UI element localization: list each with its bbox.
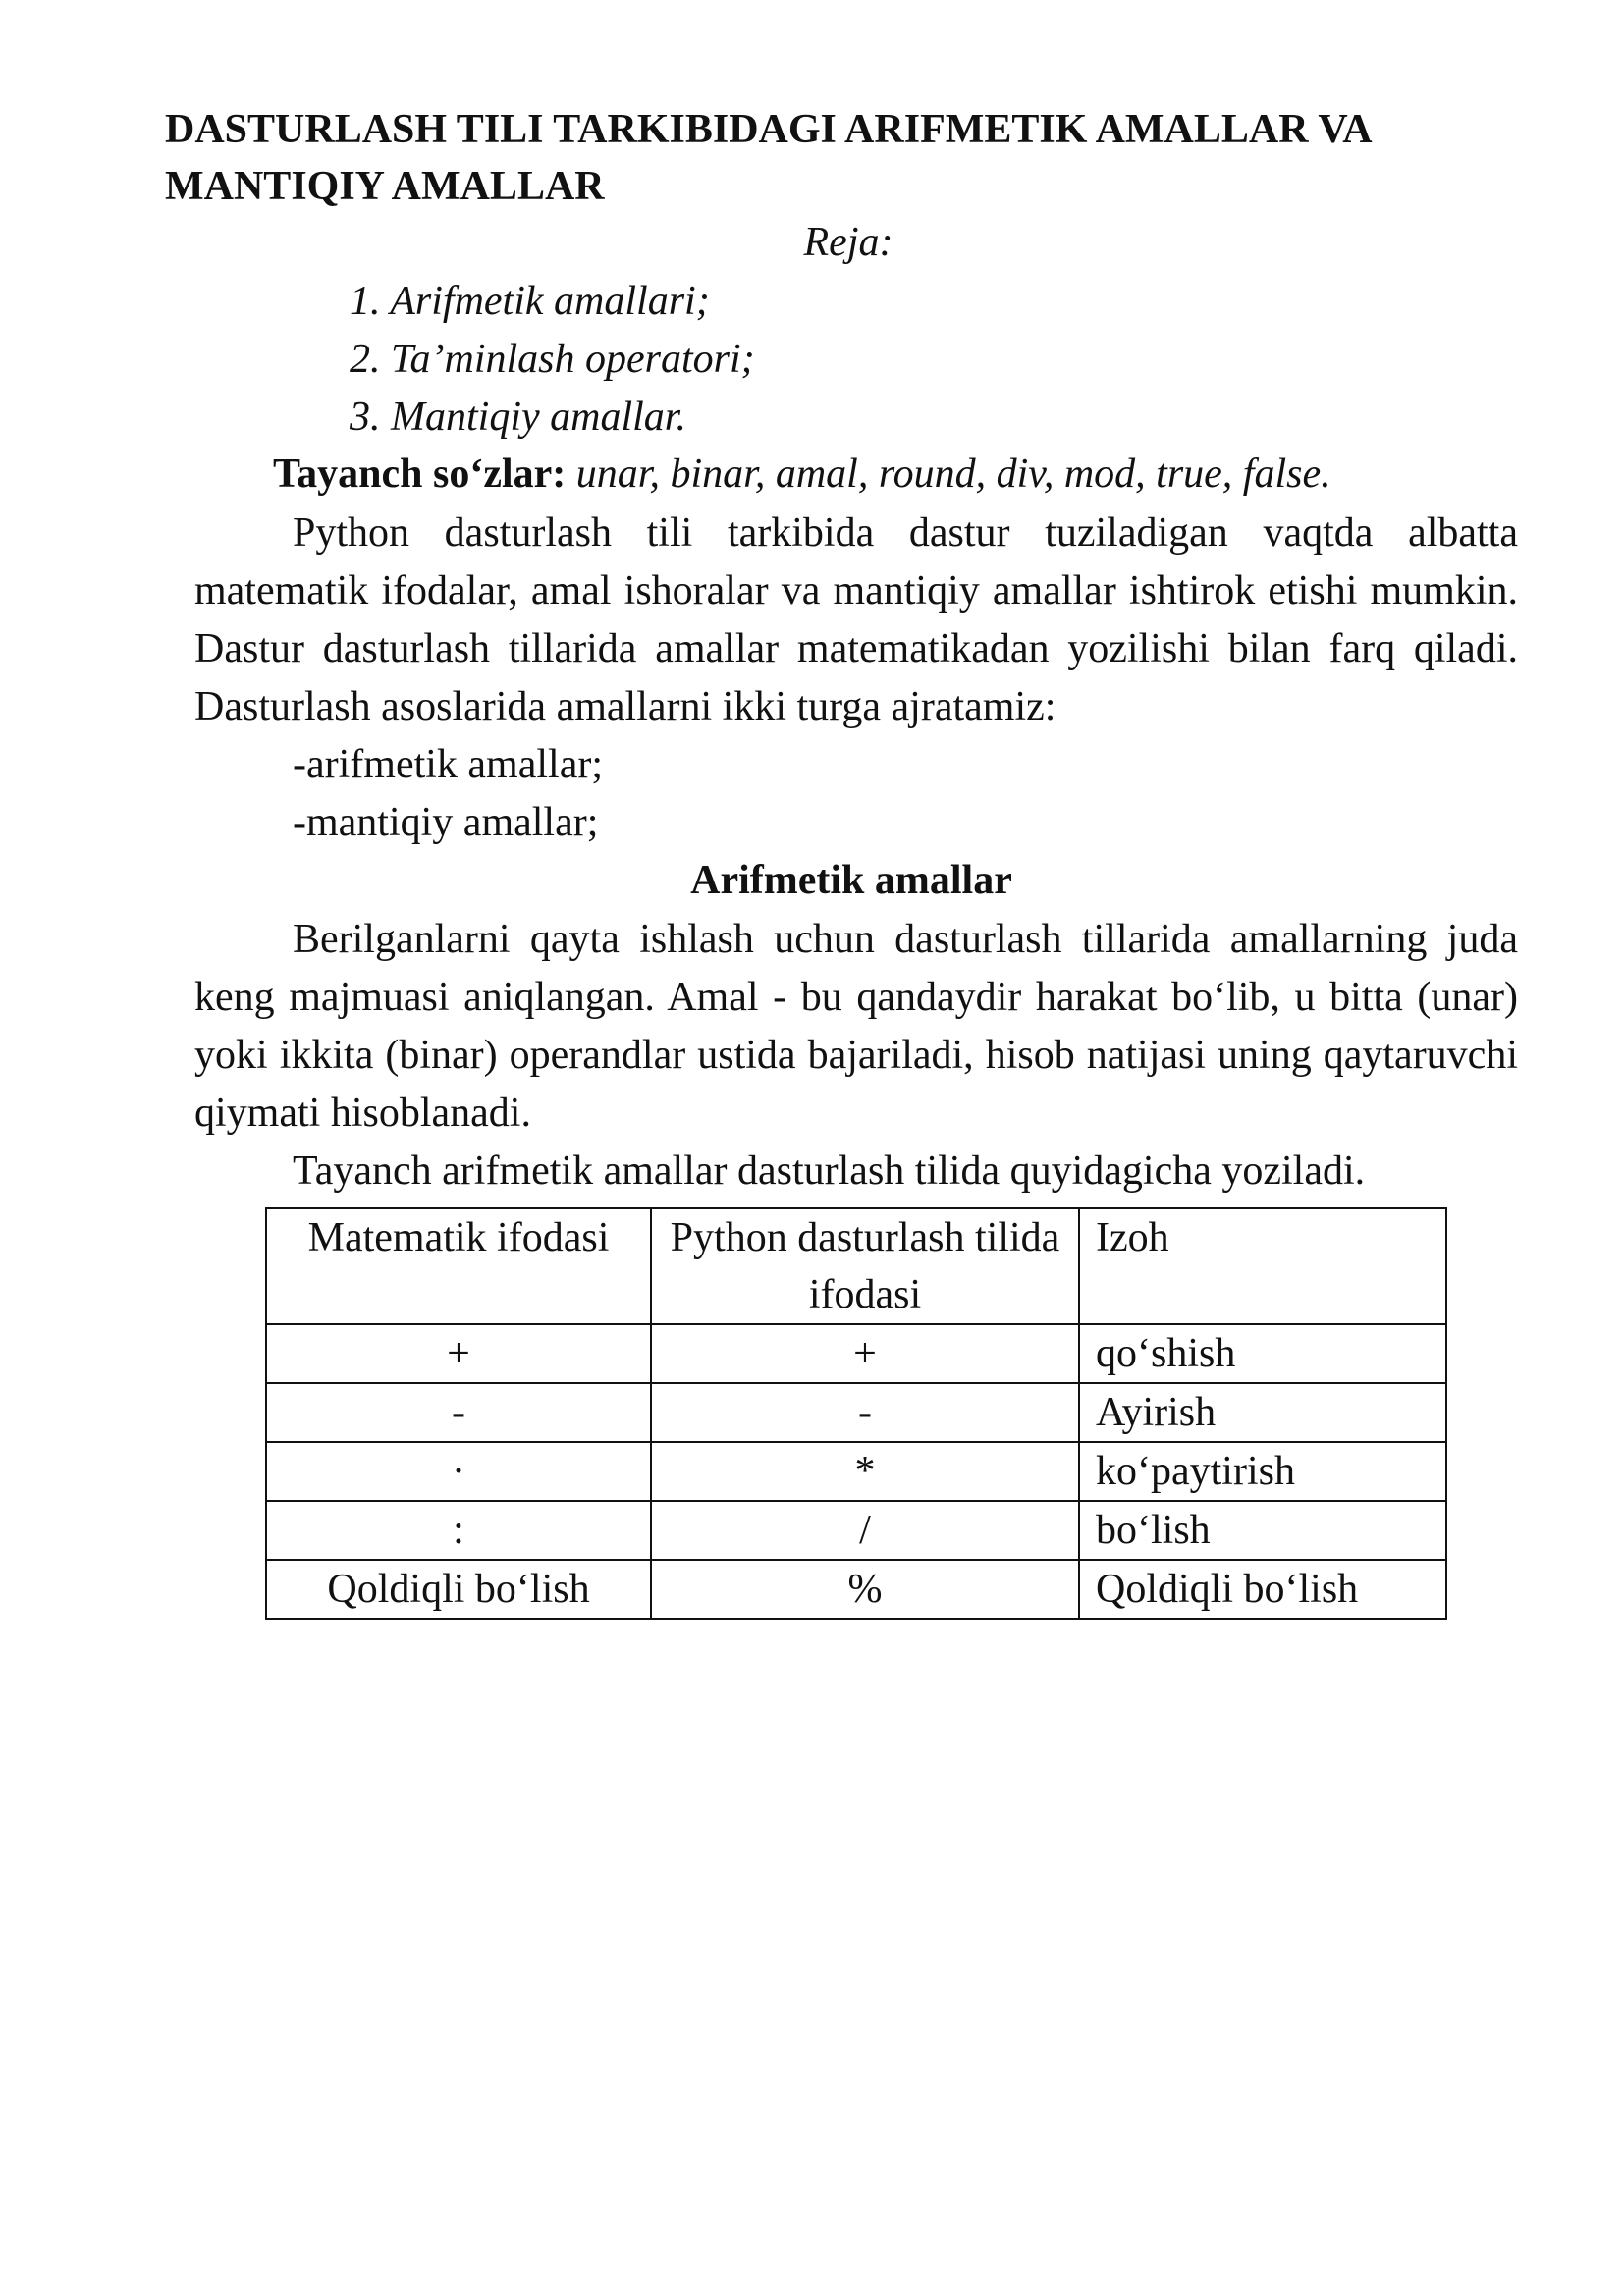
- keywords-list: unar, binar, amal, round, div, mod, true, false.: [566, 452, 1331, 497]
- operators-table: [265, 1207, 1447, 1620]
- table-cell-math: Qoldiqli bo‘lish: [266, 1560, 651, 1619]
- type-item-arithmetic: -arifmetik amallar;: [293, 742, 604, 787]
- document-title: DASTURLASH TILI TARKIBIDAGI ARIFMETIK AMALLAR VA MANTIQIY AMALLAR: [165, 107, 1371, 209]
- table-cell-comment: bo‘lish: [1079, 1501, 1446, 1560]
- plan-item: 3. Mantiqiy amallar.: [350, 395, 686, 440]
- table-cell-math: :: [266, 1501, 651, 1560]
- plan-list: [350, 273, 755, 447]
- table-intro: Tayanch arifmetik amallar dasturlash tilida quyidagicha yoziladi.: [293, 1148, 1366, 1194]
- table-cell-python: +: [651, 1324, 1079, 1383]
- plan-item: 1. Arifmetik amallari;: [350, 279, 710, 324]
- plan-item: 2. Ta’minlash operatori;: [350, 337, 755, 382]
- section-paragraph: Berilganlarni qayta ishlash uchun dasturlash tillarida amallarning juda keng majmuasi aniqlangan. Amal - bu qandaydir harakat bo‘lib, u bitta (unar) yoki ikkita (binar) operandlar ustida bajariladi, hisob natijasi uning qaytaruvchi qiymati hisoblanadi.: [194, 917, 1518, 1136]
- type-item-logical: -mantiqiy amallar;: [293, 800, 599, 845]
- plan-heading: Reja:: [803, 220, 893, 265]
- table-header-row: [266, 1208, 1446, 1324]
- table-cell-python: -: [651, 1383, 1079, 1442]
- table-cell-python: /: [651, 1501, 1079, 1560]
- table-row: [266, 1324, 1446, 1383]
- table-row: [266, 1442, 1446, 1501]
- table-cell-comment: ko‘paytirish: [1079, 1442, 1446, 1501]
- table-header-comment: Izoh: [1079, 1208, 1446, 1324]
- table-cell-math: +: [266, 1324, 651, 1383]
- table-cell-math: ·: [266, 1442, 651, 1501]
- intro-paragraph: Python dasturlash tili tarkibida dastur tuziladigan vaqtda albatta matematik ifodalar, amal ishoralar va mantiqiy amallar ishtirok etishi mumkin. Dastur dasturlash tillarida amallar matematikadan yozilishi bilan farq qiladi. Dasturlash asoslarida amallarni ikki turga ajratamiz:: [194, 510, 1518, 729]
- table-header-math: Matematik ifodasi: [266, 1208, 651, 1324]
- table-cell-python: *: [651, 1442, 1079, 1501]
- table-header-python: Python dasturlash tilida ifodasi: [651, 1208, 1079, 1324]
- table-cell-comment: Qoldiqli bo‘lish: [1079, 1560, 1446, 1619]
- keywords-line: [273, 446, 1331, 504]
- table-cell-comment: Ayirish: [1079, 1383, 1446, 1442]
- table-row: [266, 1560, 1446, 1619]
- table-row: [266, 1501, 1446, 1560]
- table-cell-math: -: [266, 1383, 651, 1442]
- table-row: [266, 1383, 1446, 1442]
- keywords-label: Tayanch so‘zlar:: [273, 452, 567, 497]
- section-heading: Arifmetik amallar: [690, 858, 1012, 903]
- table-cell-python: %: [651, 1560, 1079, 1619]
- table-cell-comment: qo‘shish: [1079, 1324, 1446, 1383]
